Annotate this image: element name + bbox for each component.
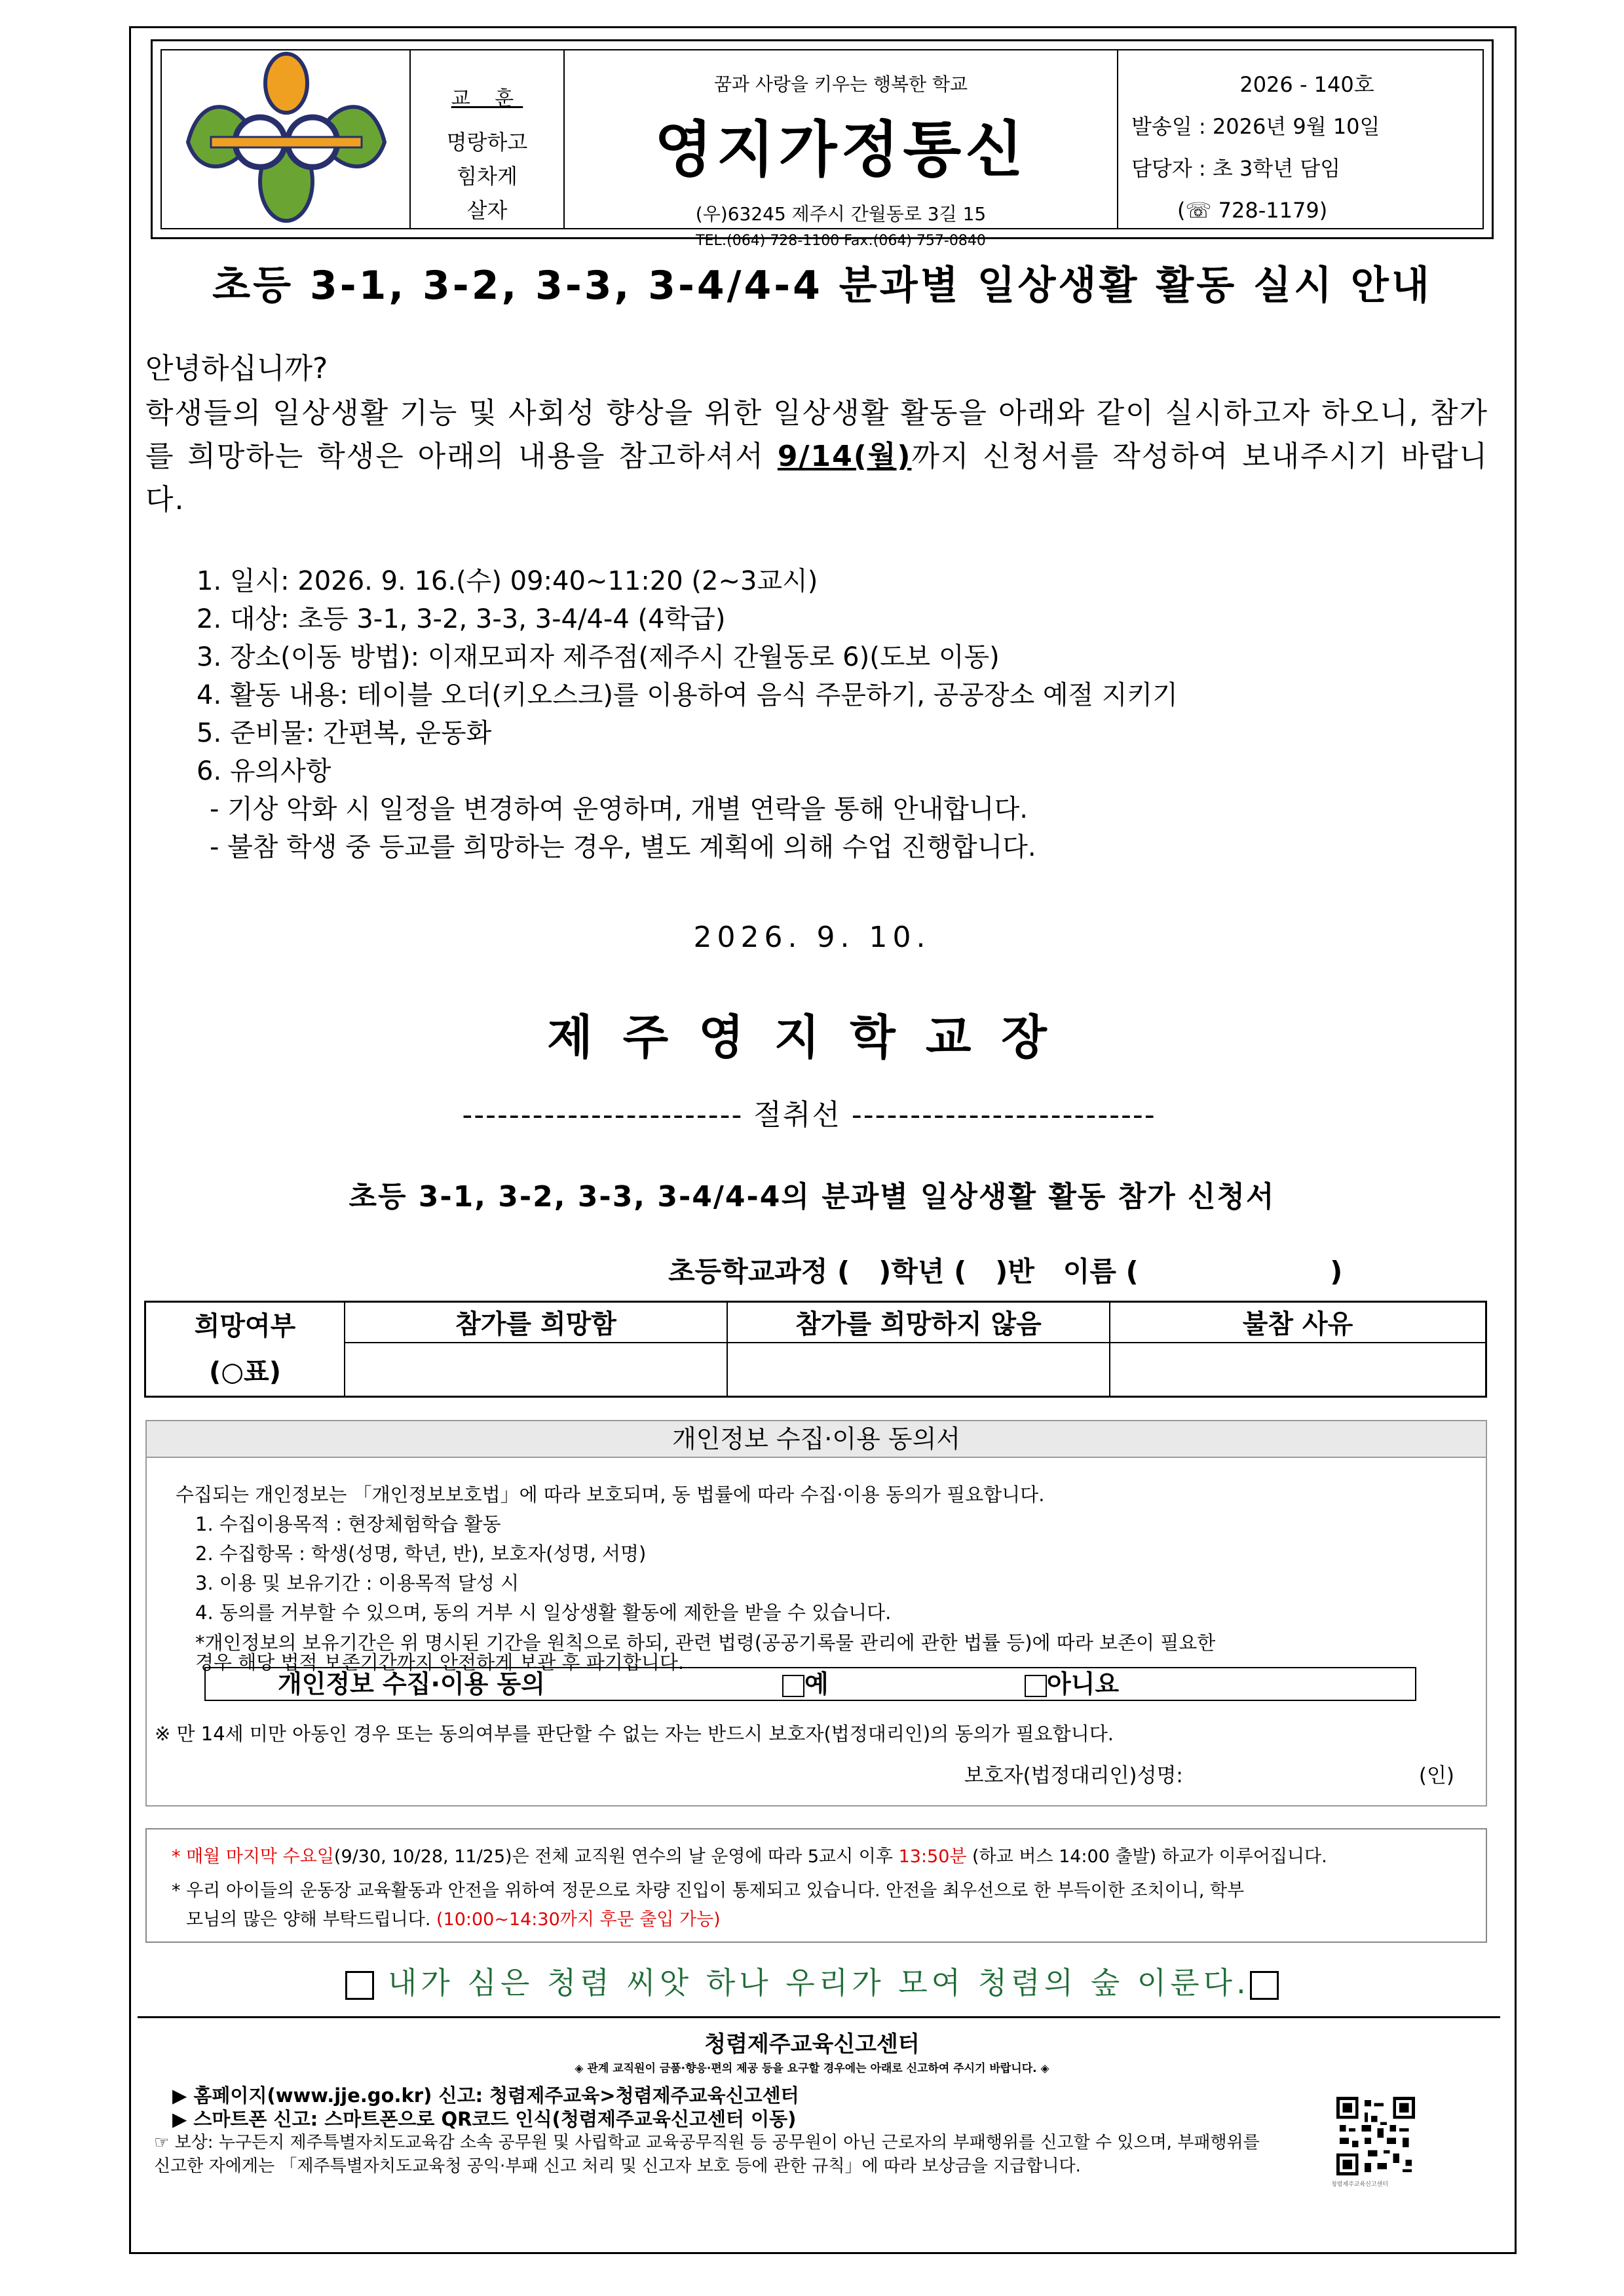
- list-item: - 기상 악화 시 일정을 변경하여 운영하며, 개별 연락을 통해 안내합니다.: [210, 794, 1028, 824]
- list-item: 4. 활동 내용: 테이블 오더(키오스크)를 이용하여 음식 주문하기, 공공장소 예절 지키기: [197, 680, 1178, 710]
- manager: 담당자 : 초 3학년 담임: [1131, 156, 1341, 181]
- notice-text: (하교 버스 14:00 출발) 하교가 이루어집니다.: [966, 1846, 1327, 1867]
- consent-yes-label: 예: [804, 1670, 829, 1698]
- guardian-note: ※ 만 14세 미만 아동인 경우 또는 동의여부를 판단할 수 없는 자는 반드시 보호자(법정대리인)의 동의가 필요합니다.: [155, 1723, 1114, 1745]
- list-item: 5. 준비물: 간편복, 운동화: [197, 718, 492, 748]
- send-date: 발송일 : 2026년 9월 10일: [1131, 114, 1380, 139]
- intro-text-end: 까지 신청서를 작성하여 보내주시기 바랍니다.: [145, 440, 1489, 516]
- privacy-line: 2. 수집항목 : 학생(성명, 학년, 반), 보호자(성명, 서명): [195, 1542, 647, 1565]
- consent-label: 개인정보 수집·이용 동의: [278, 1670, 545, 1698]
- student-info-line[interactable]: 초등학교과정 ( )학년 ( )반 이름 ( ): [668, 1255, 1343, 1288]
- application-title: 초등 3-1, 3-2, 3-3, 3-4/4-4의 분과별 일상생활 활동 참가 신청서: [349, 1180, 1275, 1214]
- report-center-title: 청렴제주교육신고센터: [704, 2031, 920, 2057]
- school-tel: TEL:(064) 728-1100 Fax:(064) 757-0840: [696, 233, 986, 249]
- school-address: (우)63245 제주시 간월동로 3길 15: [695, 203, 987, 225]
- motto-heading: 교 훈: [451, 87, 523, 110]
- notice-line-1: * 매월 마지막 수요일(9/30, 10/28, 11/25)은 전체 교직원 연수의 날 운영에 따라 5교시 이후 13:50분 (하교 버스 14:00 출발) 하교가 이루어집니다.: [172, 1846, 1327, 1867]
- list-item: 3. 장소(이동 방법): 이재모피자 제주점(제주시 간월동로 6)(도보 이동): [197, 642, 1000, 672]
- notice-box: [145, 1828, 1487, 1943]
- notice-text: (9/30, 10/28, 11/25)은 전체 교직원 연수의 날 운영에 따라 5교시 이후: [333, 1846, 899, 1867]
- consent-no-checkbox[interactable]: [1025, 1675, 1047, 1697]
- motto-line: 살자: [466, 198, 508, 223]
- checkbox-icon: [1250, 1971, 1279, 2000]
- notice-red-2: 13:50분: [898, 1846, 967, 1867]
- notice-line-2: * 우리 아이들의 운동장 교육활동과 안전을 위하여 정문으로 차량 진입이 통제되고 있습니다. 안전을 최우선으로 한 부득이한 조치이니, 학부: [172, 1881, 1245, 1901]
- privacy-line: 1. 수집이용목적 : 현장체험학습 활동: [195, 1513, 501, 1535]
- consent-row: [204, 1667, 1416, 1701]
- list-item: 1. 일시: 2026. 9. 16.(수) 09:40~11:20 (2~3교시): [197, 566, 818, 596]
- privacy-line: 4. 동의를 거부할 수 있으며, 동의 거부 시 일상생활 활동에 제한을 받을 수 있습니다.: [195, 1601, 892, 1624]
- privacy-line: 경우 해당 법적 보존기간까지 안전하게 보관 후 파기합니다.: [195, 1651, 685, 1674]
- notice-text: 모님의 많은 양해 부탁드립니다.: [186, 1909, 436, 1930]
- notice-date: 2026. 9. 10.: [693, 921, 931, 954]
- qr-code-icon[interactable]: [1336, 2097, 1415, 2175]
- list-item: 2. 대상: 초등 3-1, 3-2, 3-3, 3-4/4-4 (4학급): [197, 604, 726, 634]
- report-reward: ☞ 보상: 누구든지 제주특별자치도교육감 소속 공무원 및 사립학교 교육공무직원 등 공무원이 아닌 근로자의 부패행위를 신고할 수 있으며, 부패행위를 신고한 자에게는 「제주특별자치도교육청 공익·부패 신고 처리 및 신고자 보호 등에 관한 규칙」에 따라 보상금을 지급합니다.: [154, 2133, 1260, 2176]
- page-title: 초등 3-1, 3-2, 3-3, 3-4/4-4 분과별 일상생활 활동 실시 안내: [212, 263, 1432, 309]
- intro-text: 학생들의 일상생활 기능 및 사회성 향상을 위한 일상생활 활동을 아래와 같이 실시하고자 하오니, 참가를 희망하는 학생은 아래의 내용을 참고하셔서: [145, 396, 1489, 473]
- divider: [138, 2016, 1500, 2018]
- school-motto: [411, 50, 565, 228]
- report-smartphone: ▶ 스마트폰 신고: 스마트폰으로 QR코드 인식(청렴제주교육신고센터 이동): [172, 2108, 797, 2130]
- privacy-line: 수집되는 개인정보는 「개인정보보호법」에 따라 보호되며, 동 법률에 따라 수집·이용 동의가 필요합니다.: [176, 1483, 1045, 1506]
- hope-label-sub: (○표): [208, 1357, 282, 1387]
- col-no: 참가를 희망하지 않음: [727, 1302, 1110, 1343]
- list-item: - 불참 학생 중 등교를 희망하는 경우, 별도 계획에 의해 수업 진행합니다.: [210, 832, 1036, 862]
- intro-paragraph: [145, 392, 1488, 522]
- cell-reason[interactable]: [1110, 1343, 1486, 1397]
- privacy-line: *개인정보의 보유기간은 위 명시된 기간을 원칙으로 하되, 관련 법령(공공기록물 관리에 관한 법률 등)에 따라 보존이 필요한: [195, 1632, 1216, 1654]
- school-slogan: 꿈과 사랑을 키우는 행복한 학교: [713, 73, 968, 95]
- consent-no-label: 아니요: [1047, 1670, 1120, 1698]
- privacy-consent-box: [145, 1420, 1487, 1807]
- cell-no[interactable]: [727, 1343, 1110, 1397]
- privacy-heading: 개인정보 수집·이용 동의서: [147, 1421, 1486, 1458]
- notice-red-3: (10:00~14:30까지 후문 출입 가능): [436, 1909, 721, 1930]
- slogan-text: 내가 심은 청렴 씨앗 하나 우리가 모여 청렴의 숲 이룬다.: [387, 1965, 1250, 2000]
- hope-label: 희망여부: [194, 1311, 296, 1341]
- participation-table: [144, 1301, 1487, 1398]
- report-center-subtitle: ◈ 관계 교직원이 금품·향응·편의 제공 등을 요구할 경우에는 아래로 신고하여 주시기 바랍니다. ◈: [575, 2062, 1049, 2075]
- newsletter-title-block: [565, 50, 1118, 249]
- school-logo: [162, 50, 411, 228]
- deadline: 9/14(월): [777, 440, 912, 473]
- cell-yes[interactable]: [345, 1343, 727, 1397]
- manager-phone: (☏ 728-1179): [1177, 198, 1328, 223]
- motto-line: 명랑하고: [446, 130, 528, 155]
- privacy-line: 3. 이용 및 보유기간 : 이용목적 달성 시: [195, 1572, 519, 1594]
- seal-label: (인): [1418, 1764, 1454, 1788]
- detail-list: [197, 562, 1178, 866]
- checkbox-icon: [345, 1971, 374, 2000]
- issue-number: 2026 - 140호: [1239, 72, 1374, 97]
- notice-text: 우리 아이들의 운동장 교육활동과 안전을 위하여 정문으로 차량 진입이 통제되고 있습니다. 안전을 최우선으로 한 부득이한 조치이니, 학부: [186, 1881, 1245, 1901]
- principal-signature: 제주영지학교장: [547, 1010, 1077, 1065]
- report-center-info: [154, 2084, 1281, 2178]
- integrity-slogan: [0, 1959, 1624, 2002]
- notice-red-1: 매월 마지막 수요일: [186, 1846, 334, 1867]
- greeting: 안녕하십니까?: [145, 352, 328, 385]
- motto-line: 힘차게: [457, 164, 518, 189]
- guardian-sign[interactable]: [964, 1759, 1454, 1788]
- report-homepage: ▶ 홈페이지(www.jje.go.kr) 신고: 청렴제주교육>청렴제주교육신고센터: [172, 2084, 799, 2107]
- cut-line: ------------------------ 절취선 --------------------------: [462, 1098, 1156, 1132]
- school-emblem-icon: [162, 50, 411, 234]
- notice-line-3: [172, 1905, 1473, 1934]
- consent-yes-checkbox[interactable]: [782, 1675, 804, 1697]
- issue-info: [1118, 50, 1482, 228]
- hope-header: [145, 1302, 345, 1397]
- col-reason: 불참 사유: [1110, 1302, 1486, 1343]
- list-item: 6. 유의사항: [197, 756, 331, 786]
- newsletter-header: [151, 39, 1494, 249]
- guardian-sign-label: 보호자(법정대리인)성명:: [964, 1764, 1183, 1788]
- qr-caption: 청렴제주교육신고센터: [1331, 2181, 1388, 2188]
- privacy-text: [176, 1480, 1215, 1672]
- newsletter-title: 영지가정통신: [654, 115, 1028, 185]
- col-yes: 참가를 희망함: [345, 1302, 727, 1343]
